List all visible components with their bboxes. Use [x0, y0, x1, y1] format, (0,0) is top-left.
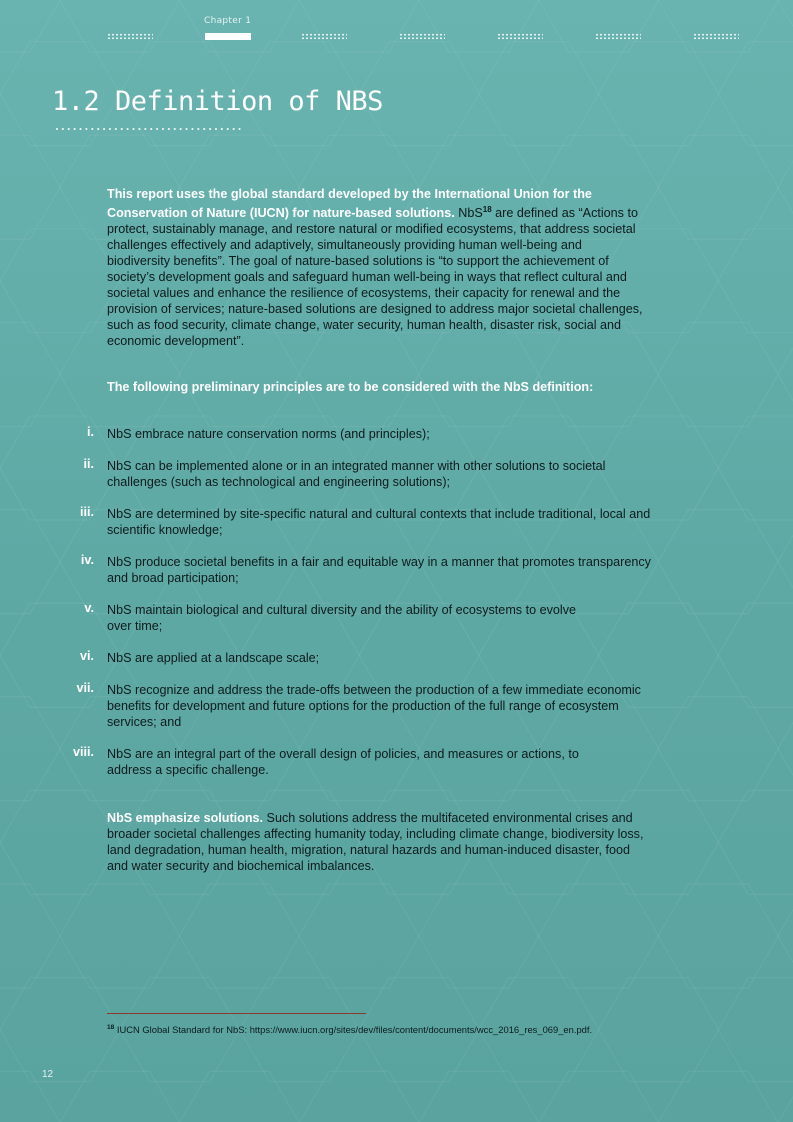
list-number: vii. [76, 681, 94, 695]
pattern-hexagon [419, 884, 539, 988]
title-underline-dots [54, 127, 242, 131]
chapter-navigation [0, 30, 793, 42]
intro-section [107, 186, 647, 395]
pattern-hexagon [778, 510, 793, 614]
pattern-hexagon [0, 884, 60, 988]
pattern-hexagon [0, 135, 60, 239]
list-item: NbS recognize and address the trade-offs between the production of a few immediate economic benefits for development and future options for the production of the full range of ecosystem services; and [107, 683, 641, 729]
footnote [107, 1024, 592, 1035]
footnote-number: 18 [107, 1024, 115, 1031]
pattern-hexagon [539, 0, 659, 52]
page-number: 12 [42, 1069, 54, 1080]
pattern-hexagon [179, 884, 299, 988]
pattern-hexagon [778, 884, 793, 988]
nav-chapter-dots[interactable] [301, 33, 347, 40]
list-item: NbS are determined by site-specific natural and cultural contexts that include traditional, local and scientific knowledge; [107, 507, 651, 537]
pattern-hexagon [658, 1071, 778, 1122]
pattern-hexagon [60, 884, 180, 988]
list-number: viii. [73, 745, 94, 759]
pattern-hexagon [0, 790, 120, 894]
intro-paragraph [107, 186, 647, 349]
intro-abbr: NbS [454, 206, 483, 221]
list-item: NbS are applied at a landscape scale; [107, 651, 320, 665]
pattern-hexagon [599, 978, 719, 1082]
pattern-hexagon [778, 697, 793, 801]
pattern-hexagon [658, 697, 778, 801]
pattern-hexagon [599, 42, 719, 146]
nav-chapter-dots[interactable] [693, 33, 739, 40]
pattern-hexagon [299, 884, 419, 988]
pattern-hexagon [539, 884, 659, 988]
pattern-hexagon [658, 510, 778, 614]
nav-chapter-dots[interactable] [497, 33, 543, 40]
list-item: NbS maintain biological and cultural diversity and the ability of ecosystems to evolve over time; [107, 603, 577, 633]
pattern-hexagon [658, 322, 778, 426]
pattern-hexagon [778, 1071, 793, 1122]
pattern-hexagon [419, 1071, 539, 1122]
list-number: iv. [80, 553, 94, 567]
list-item: NbS embrace nature conservation norms (and principles); [107, 427, 430, 441]
pattern-hexagon [0, 229, 120, 333]
nav-chapter-current[interactable] [205, 33, 251, 40]
pattern-hexagon [718, 42, 793, 146]
pattern-hexagon [0, 978, 120, 1082]
pattern-hexagon [658, 884, 778, 988]
pattern-hexagon [718, 603, 793, 707]
nav-chapter-dots[interactable] [595, 33, 641, 40]
pattern-hexagon [718, 229, 793, 333]
intro-lead: This report uses the global standard developed by the International Union for the Conservation of Nature (IUCN) for nature-based solutions. [107, 187, 592, 221]
closing-paragraph [107, 810, 647, 874]
list-number: v. [84, 601, 94, 615]
pattern-hexagon [419, 0, 539, 52]
pattern-hexagon [718, 416, 793, 520]
list-item: NbS produce societal benefits in a fair and equitable way in a manner that promotes transparency and broad participation; [107, 555, 651, 585]
footnote-text[interactable]: IUCN Global Standard for NbS: https://www.iucn.org/sites/dev/files/content/documents/wcc_2016_res_069_en.pdf. [114, 1024, 593, 1036]
pattern-hexagon [60, 0, 180, 52]
pattern-hexagon [0, 0, 60, 52]
pattern-hexagon [658, 0, 778, 52]
list-item: NbS can be implemented alone or in an integrated manner with other solutions to societal challenges (such as technological and engineering solutions); [107, 459, 606, 489]
closing-body: Such solutions address the multifaceted environmental crises and broader societal challenges affecting humanity today, including climate change, biodiversity loss, land degradation, human health, migration, natural hazards and human-induced disaster, food and water security and biochemical imbalances. [107, 811, 644, 873]
pattern-hexagon [0, 697, 60, 801]
list-number: i. [87, 425, 94, 439]
pattern-hexagon [179, 1071, 299, 1122]
section-title: 1.2 Definition of NBS [52, 86, 383, 117]
pattern-hexagon [539, 1071, 659, 1122]
pattern-hexagon [778, 135, 793, 239]
pattern-hexagon [778, 0, 793, 52]
pattern-hexagon [479, 42, 599, 146]
pattern-hexagon [718, 790, 793, 894]
list-number: iii. [80, 505, 94, 519]
list-number: vi. [79, 649, 94, 663]
list-number: ii. [83, 457, 94, 471]
footnote-ref[interactable]: 18 [482, 205, 492, 214]
list-item: NbS are an integral part of the overall design of policies, and measures or actions, to address a specific challenge. [107, 747, 579, 777]
pattern-hexagon [60, 1071, 180, 1122]
closing-lead: NbS emphasize solutions. [107, 811, 264, 825]
nav-chapter-dots[interactable] [399, 33, 445, 40]
chapter-label[interactable]: Chapter 1 [204, 16, 252, 26]
pattern-hexagon [0, 510, 60, 614]
pattern-hexagon [718, 978, 793, 1082]
pattern-hexagon [299, 1071, 419, 1122]
footnote-divider [107, 1013, 366, 1014]
intro-body: are defined as “Actions to protect, sustainably manage, and restore natural or modified ecosystems, that address societal challenges effectively and adaptively, simultaneously providing human well-being and biodiversity benefits”. The goal of nature-based solutions is “to support the achievement of society’s development goals and safeguard human well-being in ways that reflect cultural and societal values and enhance the resilience of ecosystems, their capacity for renewal and the provision of services; nature-based solutions are designed to address major societal challenges, such as food security, climate change, water security, human health, disaster risk, social and economic development”. [107, 206, 643, 349]
pattern-hexagon [179, 0, 299, 52]
principles-heading: The following preliminary principles are to be considered with the NbS definition: [107, 380, 594, 395]
pattern-hexagon [299, 0, 419, 52]
pattern-hexagon [778, 322, 793, 426]
pattern-hexagon [658, 135, 778, 239]
pattern-hexagon [0, 322, 60, 426]
nav-chapter-dots[interactable] [107, 33, 153, 40]
